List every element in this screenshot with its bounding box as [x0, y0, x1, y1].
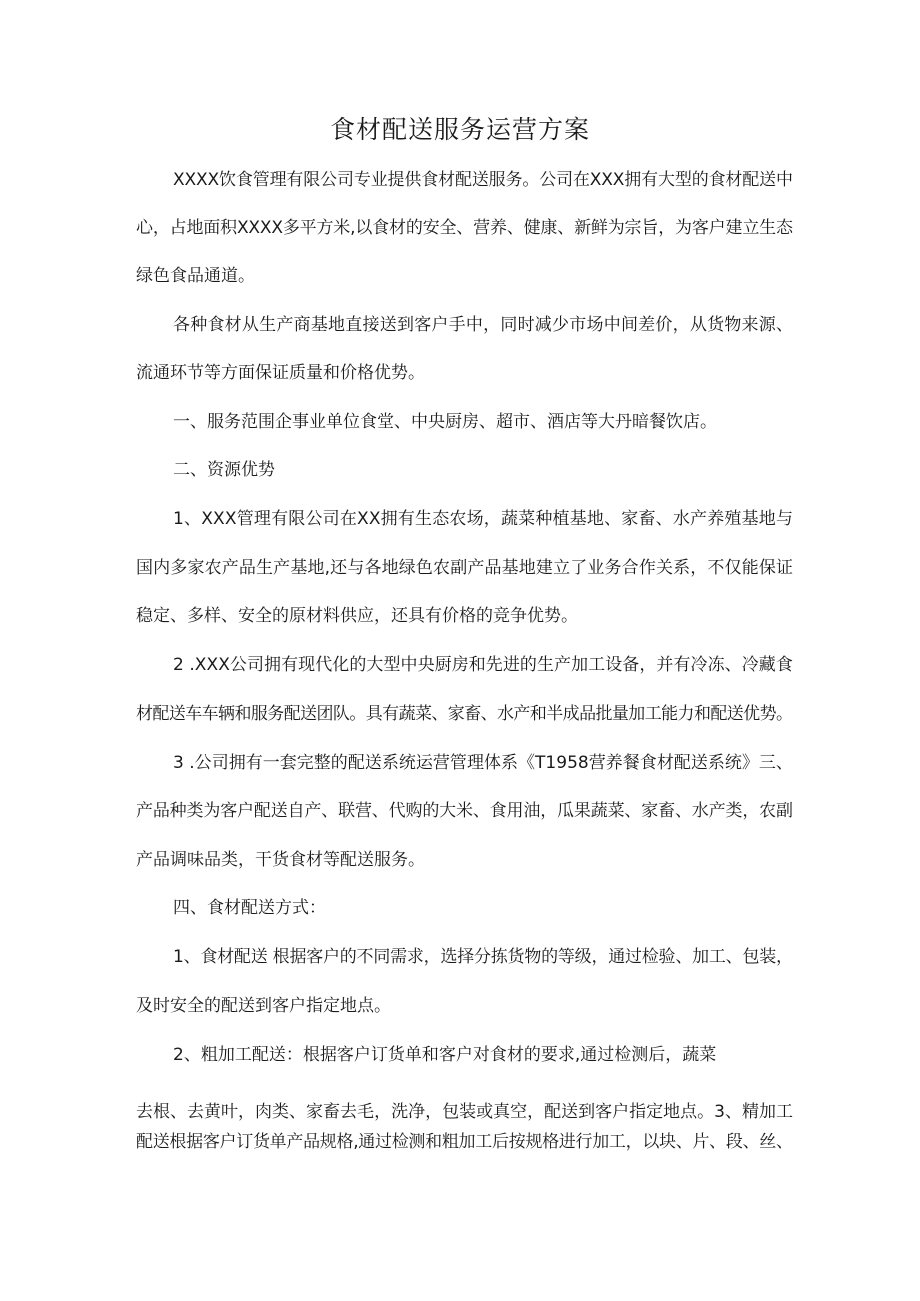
paragraph-line: 流通环节等方面保证质量和价格优势。: [136, 363, 425, 383]
paragraph-line: 2 .XXX公司拥有现代化的大型中央厨房和先进的生产加工设备，并有冷冻、冷藏食: [173, 655, 793, 675]
paragraph-line: 各种食材从生产商基地直接送到客户手中，同时减少市场中间差价，从货物来源、: [173, 315, 794, 335]
document-title: 食材配送服务运营方案: [329, 115, 590, 144]
section-heading-resources: 二、资源优势: [173, 460, 275, 480]
paragraph-line: 配送根据客户订货单产品规格,通过检测和粗加工后按规格进行加工，以块、片、段、丝、: [136, 1132, 793, 1152]
paragraph-line: XXXX饮食管理有限公司专业提供食材配送服务。公司在XXX拥有大型的食材配送中: [173, 170, 793, 190]
paragraph-line: 绿色食品通道。: [136, 266, 255, 286]
paragraph-line: 产品调味品类，干货食材等配送服务。: [136, 850, 425, 870]
paragraph-line: 心，占地面积XXXX多平方米,以食材的安全、营养、健康、新鲜为宗旨，为客户建立生态: [136, 218, 793, 238]
section-heading-service-scope: 一、服务范围企事业单位食堂、中央厨房、超市、酒店等大丹暗餐饮店。: [173, 412, 717, 432]
paragraph-line: 去根、去黄叶，肉类、家畜去毛，洗净，包装或真空，配送到客户指定地点。3、精加工: [136, 1102, 793, 1122]
paragraph-line: 材配送车车辆和服务配送团队。具有蔬菜、家畜、水产和半成品批量加工能力和配送优势。: [136, 704, 793, 724]
paragraph-line: 国内多家农产品生产基地,还与各地绿色农副产品基地建立了业务合作关系，不仅能保证: [136, 558, 794, 578]
section-heading-delivery-methods: 四、食材配送方式：: [173, 898, 326, 918]
paragraph-line: 3 .公司拥有一套完整的配送系统运营管理体系《T1958营养餐食材配送系统》三、: [173, 753, 793, 773]
paragraph-line: 1、食材配送 根据客户的不同需求，选择分拣货物的等级，通过检验、加工、包装，: [173, 947, 793, 967]
paragraph-line: 稳定、多样、安全的原材料供应，还具有价格的竞争优势。: [136, 606, 578, 626]
paragraph-line: 1、XXX管理有限公司在XX拥有生态农场，蔬菜种植基地、家畜、水产养殖基地与: [173, 509, 794, 529]
paragraph-line: 及时安全的配送到客户指定地点。: [136, 996, 391, 1016]
paragraph-line: 2、粗加工配送：根据客户订货单和客户对食材的要求,通过检测后，蔬菜: [173, 1045, 717, 1065]
paragraph-line: 产品种类为客户配送自产、联营、代购的大米、食用油，瓜果蔬菜、家畜、水产类，农副: [136, 801, 793, 821]
